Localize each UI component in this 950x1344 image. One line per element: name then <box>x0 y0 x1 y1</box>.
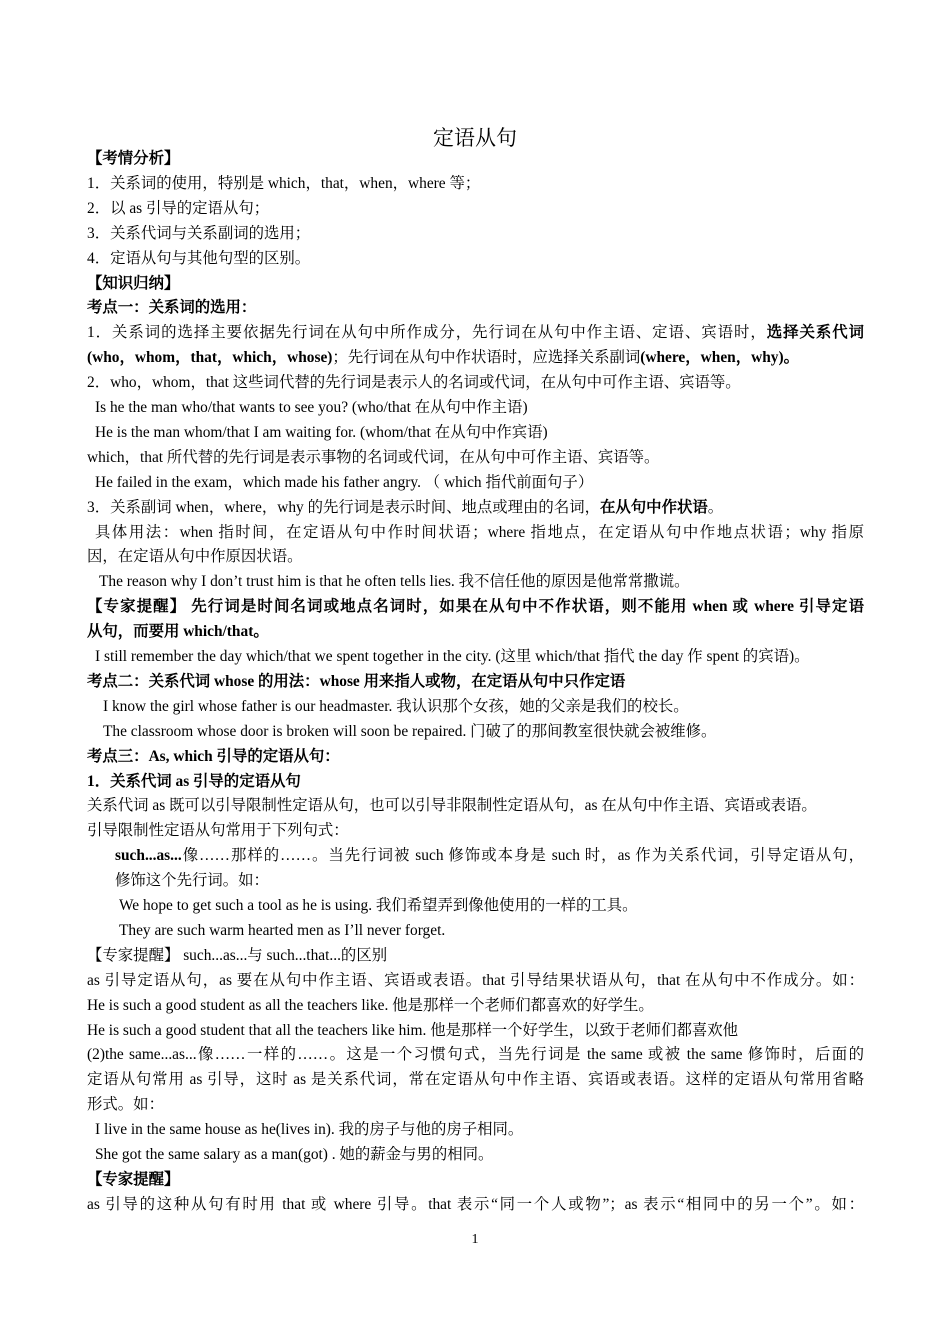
text-line: Is he the man who/that wants to see you? (who/that 在从句中作主语) <box>95 399 528 416</box>
text-segment: 选择关系代词 <box>766 324 864 342</box>
text-line: 【专家提醒】 such...as...与 such...that...的区别 <box>87 946 388 964</box>
text-line: He is such a good student as all the teachers like. 他是那样一个老师们都喜欢的好学生。 <box>87 996 654 1014</box>
text-line: 修饰这个先行词。如： <box>115 872 269 890</box>
text-line: 关系代词 as 既可以引导限制性定语从句，也可以引导非限制性定语从句，as 在从句中作主语、宾语或表语。 <box>87 797 817 815</box>
text-line: The classroom whose door is broken will soon be repaired. 门破了的那间教室很快就会被维修。 <box>103 722 717 740</box>
text-segment: ；先行词在从句中作状语时，应选择关系副词 <box>332 349 641 367</box>
text-segment: 1．关系词的选择主要依据先行词在从句中所作成分，先行词在从句中作主语、定语、宾语时， <box>87 324 767 342</box>
text-line: He failed in the exam，which made his father angry. （ which 指代前面句子） <box>95 473 594 491</box>
text-line: (2)the same...as...像……一样的……。这是一个习惯句式，当先行词是 the same 或被 the same 修饰时，后面的 <box>87 1046 864 1064</box>
text-line: I still remember the day which/that we spent together in the city. (这里 which/that 指代 the day 作 spent 的宾语)。 <box>95 648 810 665</box>
text-line <box>87 323 864 343</box>
text-segment: such...as... <box>115 847 182 865</box>
text-line: 2．who，whom，that 这些词代替的先行词是表示人的名词或代词，在从句中可作主语、宾语等。 <box>87 374 741 392</box>
text-line: 因，在定语从句中作原因状语。 <box>87 548 303 566</box>
text-segment: 。 <box>707 498 724 516</box>
text-line: 【专家提醒】 先行词是时间名词或地点名词时，如果在从句中不作状语，则不能用 when 或 where 引导定语 <box>87 598 864 616</box>
text-line: The reason why I don’t trust him is that he often tells lies. 我不信任他的原因是他常常撒谎。 <box>99 573 690 591</box>
text-segment: 像……那样的……。当先行词被 such 修饰或本身是 such 时，as 作为关系代词，引导定语从句， <box>181 847 864 865</box>
text-line: 1．关系代词 as 引导的定语从句 <box>87 772 301 790</box>
text-line <box>115 846 864 866</box>
text-line: She got the same salary as a man(got) . 她的薪金与男的相同。 <box>95 1146 494 1163</box>
page-number: 1 <box>471 1232 479 1247</box>
text-line <box>87 348 799 368</box>
text-line: 从句，而要用 which/that。 <box>87 623 269 641</box>
text-line: 考点三：As, which 引导的定语从句： <box>87 747 340 765</box>
text-line: 考点二：关系代词 whose 的用法：whose 用来指人或物，在定语从句中只作定语 <box>87 672 626 690</box>
text-line: 【考情分析】 <box>87 150 180 167</box>
text-line: 形式。如： <box>87 1096 164 1114</box>
text-line: 定语从句常用 as 引导，这时 as 是关系代词，常在定语从句中作主语、宾语或表语。这样的定语从句常用省略 <box>87 1071 864 1089</box>
text-line: 具体用法：when 指时间，在定语从句中作时间状语；where 指地点，在定语从句中作地点状语；why 指原 <box>95 523 864 541</box>
text-line: as 引导定语从句，as 要在从句中作主语、宾语或表语。that 引导结果状语从句，that 在从句中不作成分。如： <box>87 971 864 989</box>
page-title: 定语从句 <box>433 126 517 150</box>
text-segment: 在从句中作状语 <box>600 498 708 516</box>
text-segment: (where，when，why)。 <box>640 349 799 367</box>
text-line: I know the girl whose father is our headmaster. 我认识那个女孩，她的父亲是我们的校长。 <box>103 697 689 715</box>
text-line: 2．以 as 引导的定语从句； <box>87 199 270 217</box>
text-line: 4．定语从句与其他句型的区别。 <box>87 249 311 267</box>
text-segment: (who，whom，that，which，whose) <box>87 349 333 367</box>
text-line: 3．关系代词与关系副词的选用； <box>87 224 311 242</box>
text-line: 【知识归纳】 <box>87 274 180 292</box>
text-line: 考点一：关系词的选用： <box>87 299 257 317</box>
text-line: I live in the same house as he(lives in). 我的房子与他的房子相同。 <box>95 1121 524 1139</box>
text-line: 1．关系词的使用，特别是 which，that，when，where 等； <box>87 174 481 192</box>
text-line: as 引导的这种从句有时用 that 或 where 引导。that 表示“同一个人或物”；as 表示“相同中的另一个”。如： <box>87 1195 864 1213</box>
text-line: 【专家提醒】 <box>87 1170 180 1188</box>
text-line: 引导限制性定语从句常用于下列句式： <box>87 822 349 840</box>
text-segment: 3．关系副词 when，where，why 的先行词是表示时间、地点或理由的名词， <box>87 498 600 516</box>
text-line: They are such warm hearted men as I’ll never forget. <box>119 921 446 939</box>
text-line: We hope to get such a tool as he is using. 我们希望弄到像他使用的一样的工具。 <box>119 897 638 914</box>
text-line: He is the man whom/that I am waiting for. (whom/that 在从句中作宾语) <box>95 423 548 441</box>
text-line: which，that 所代替的先行词是表示事物的名词或代词，在从句中可作主语、宾语等。 <box>87 448 660 466</box>
text-line: He is such a good student that all the teachers like him. 他是那样一个好学生，以致于老师们都喜欢他 <box>87 1021 739 1039</box>
text-line <box>87 498 723 518</box>
